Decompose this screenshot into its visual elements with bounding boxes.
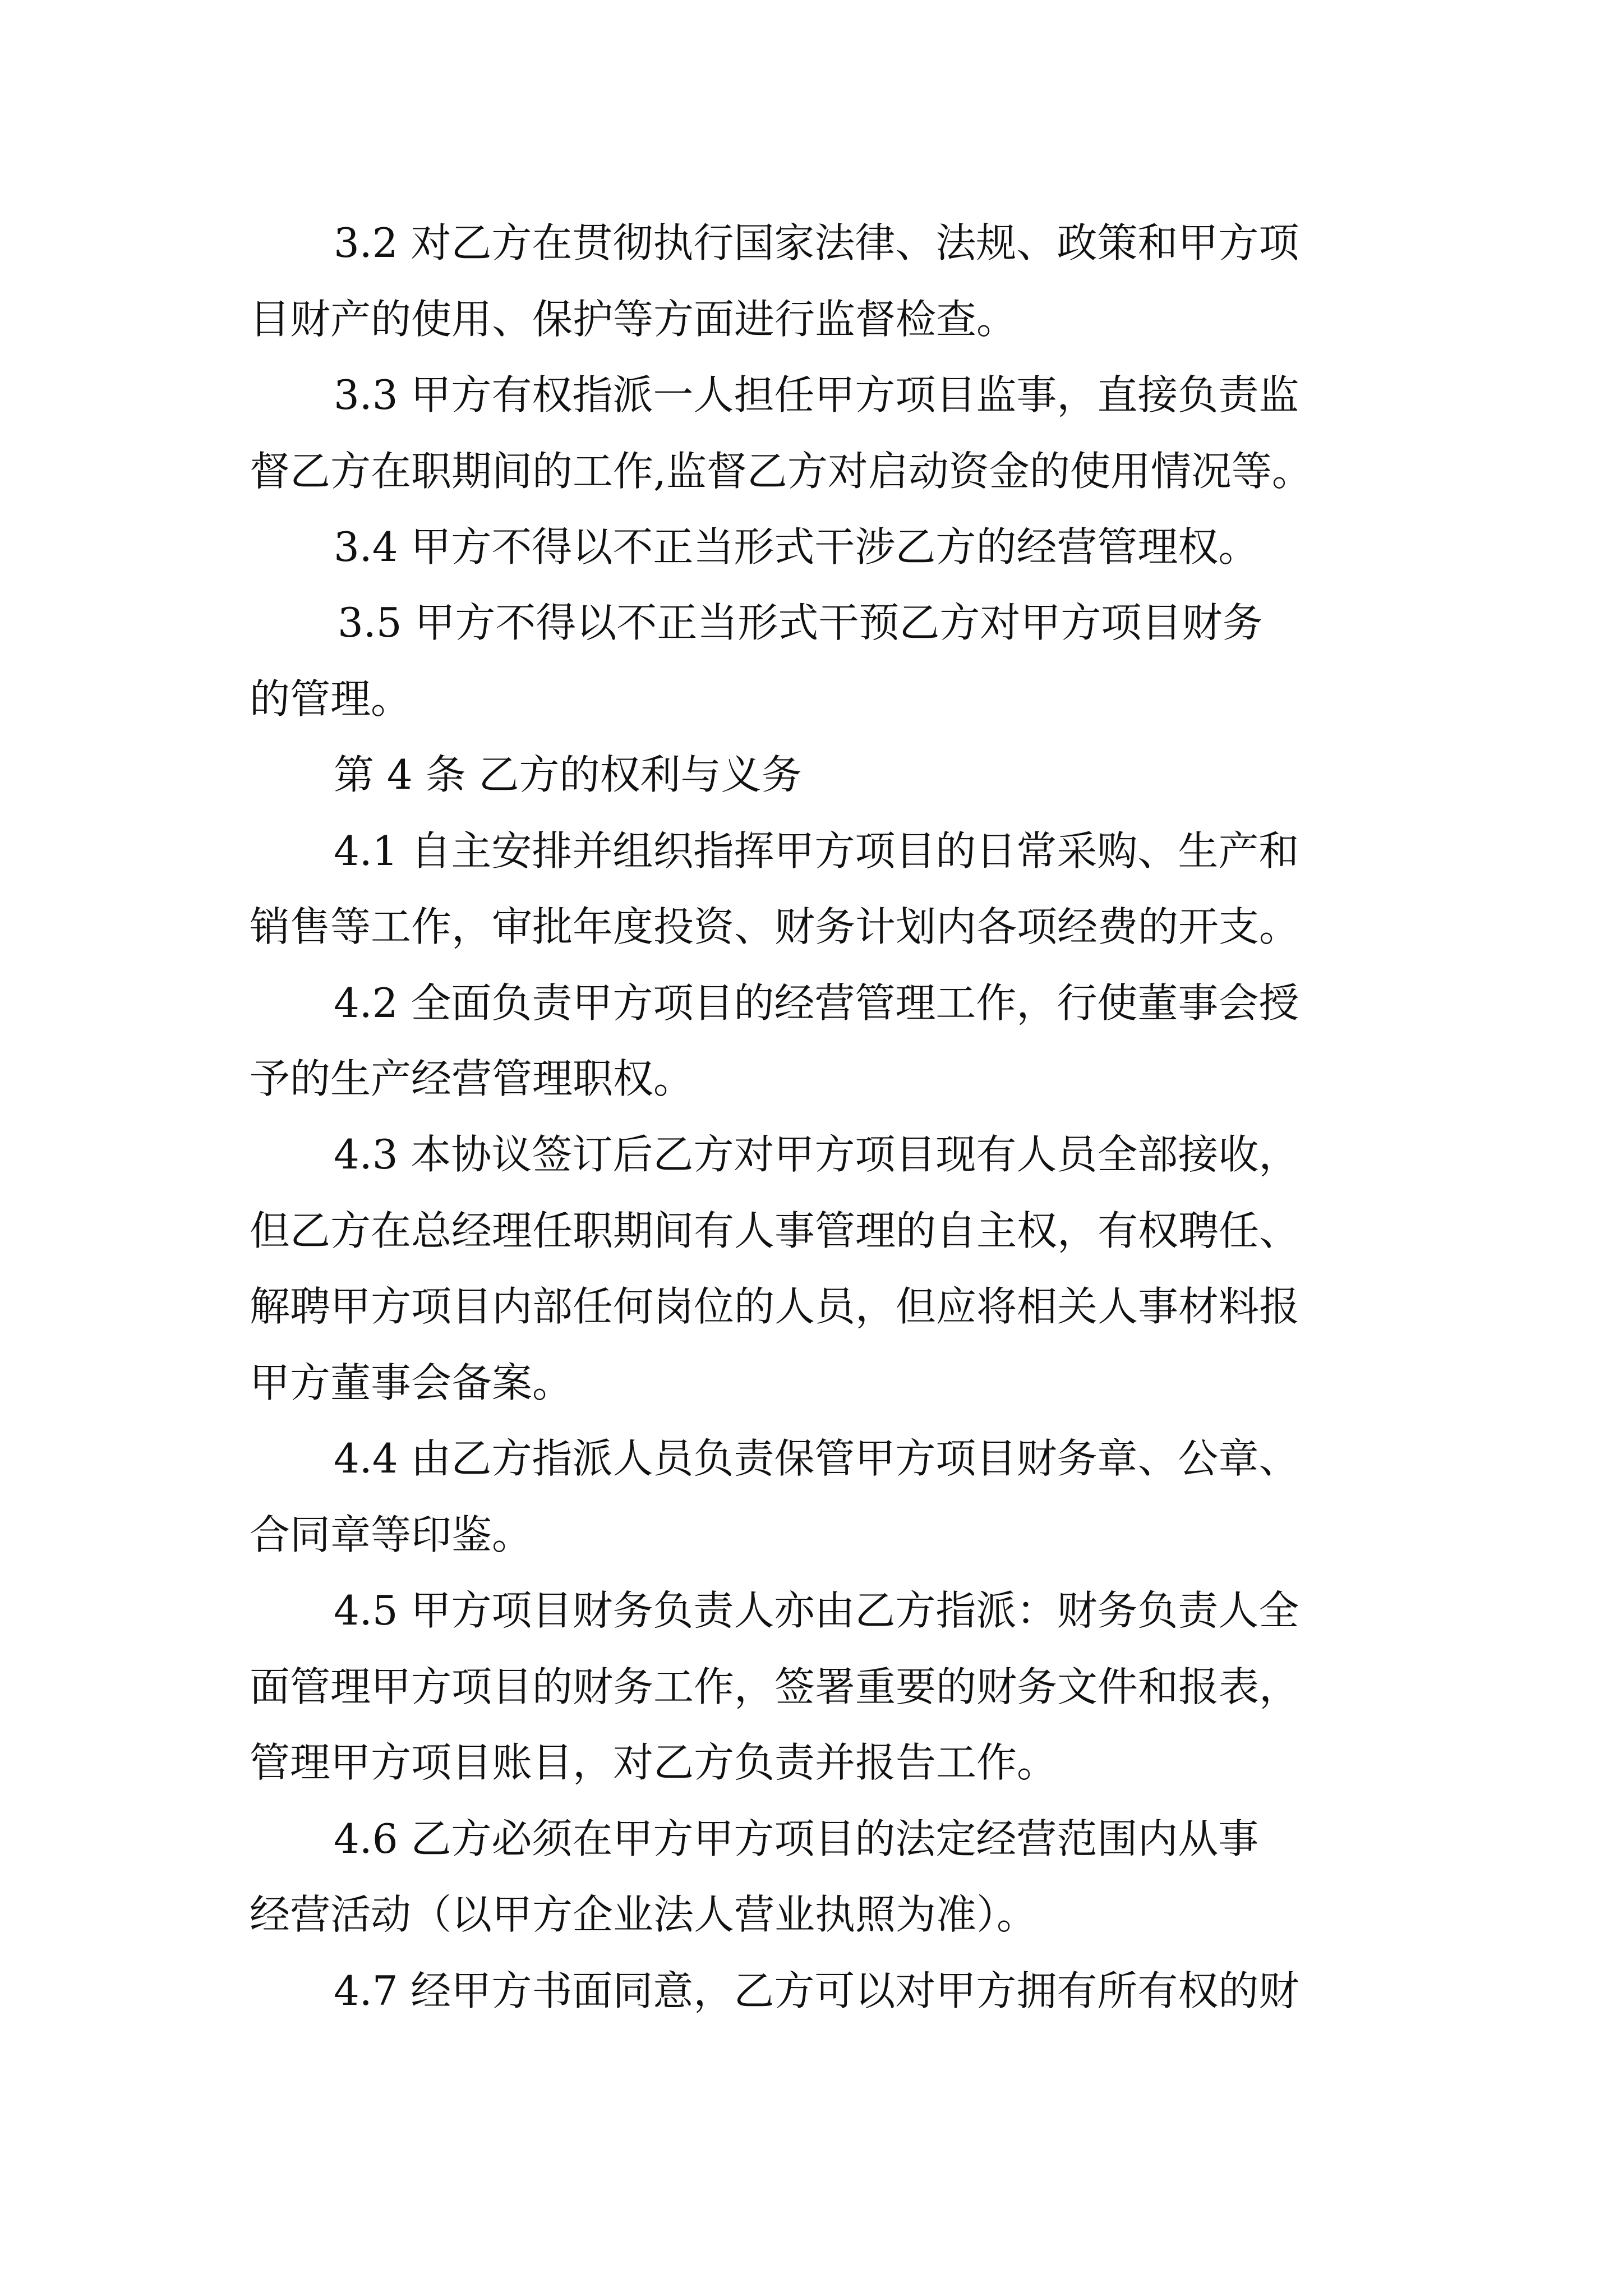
paragraph-4-3-line-2: 但乙方在总经理任职期间有人事管理的自主权，有权聘任、 — [250, 1207, 1300, 1254]
paragraph-4-2-line-1: 4.2 全面负责甲方项目的经营管理工作，行使董事会授 — [334, 979, 1299, 1027]
paragraph-3-4-line-1: 3.4 甲方不得以不正当形式干涉乙方的经营管理权。 — [334, 523, 1259, 570]
paragraph-4-4-line-1: 4.4 由乙方指派人员负责保管甲方项目财务章、公章、 — [334, 1435, 1299, 1482]
paragraph-4-3-line-4: 甲方董事会备案。 — [250, 1359, 573, 1406]
paragraph-3-5-line-1: 3.5 甲方不得以不正当形式干预乙方对甲方项目财务 — [338, 599, 1263, 646]
paragraph-3-2-line-2: 目财产的使用、保护等方面进行监督检查。 — [250, 296, 1017, 343]
paragraph-4-3-line-3: 解聘甲方项目内部任何岗位的人员，但应将相关人事材料报 — [250, 1283, 1300, 1330]
paragraph-3-3-line-2: 督乙方在职期间的工作,监督乙方对启动资金的使用情况等。 — [250, 448, 1312, 495]
paragraph-4-3-line-1: 4.3 本协议签订后乙方对甲方项目现有人员全部接收， — [334, 1131, 1299, 1178]
paragraph-4-6-line-1: 4.6 乙方必须在甲方甲方项目的法定经营范围内从事 — [334, 1815, 1259, 1862]
paragraph-4-6-line-2: 经营活动（以甲方企业法人营业执照为准）。 — [250, 1891, 1038, 1938]
section-4-heading: 第 4 条 乙方的权利与义务 — [334, 751, 802, 798]
paragraph-4-2-line-2: 予的生产经营管理职权。 — [250, 1055, 694, 1102]
paragraph-4-1-line-1: 4.1 自主安排并组织指挥甲方项目的日常采购、生产和 — [334, 827, 1299, 875]
paragraph-3-5-line-2: 的管理。 — [250, 675, 412, 723]
paragraph-4-4-line-2: 合同章等印鉴。 — [250, 1511, 533, 1558]
paragraph-3-2-line-1: 3.2 对乙方在贯彻执行国家法律、法规、政策和甲方项 — [334, 219, 1299, 266]
paragraph-4-5-line-1: 4.5 甲方项目财务负责人亦由乙方指派：财务负责人全 — [334, 1587, 1299, 1634]
paragraph-4-5-line-2: 面管理甲方项目的财务工作，签署重要的财务文件和报表， — [250, 1663, 1300, 1710]
paragraph-4-1-line-2: 销售等工作，审批年度投资、财务计划内各项经费的开支。 — [250, 903, 1300, 950]
paragraph-4-5-line-3: 管理甲方项目账目，对乙方负责并报告工作。 — [250, 1739, 1058, 1786]
paragraph-3-3-line-1: 3.3 甲方有权指派一人担任甲方项目监事，直接负责监 — [334, 371, 1299, 418]
paragraph-4-7-line-1: 4.7 经甲方书面同意，乙方可以对甲方拥有所有权的财 — [334, 1967, 1299, 2014]
